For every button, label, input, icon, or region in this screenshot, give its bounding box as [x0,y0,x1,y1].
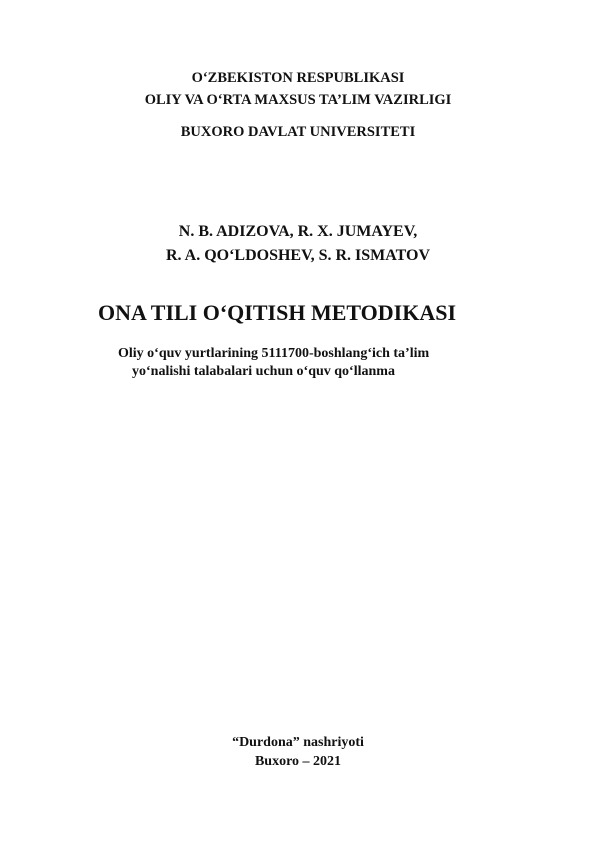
authors-line-2: R. A. QO‘LDOSHEV, S. R. ISMATOV [165,247,431,264]
book-subtitle-line-1: Oliy o‘quv yurtlarining 5111700-boshlang‘ich ta’lim [118,346,430,361]
ministry-name-line: OLIY VA O‘RTA MAXSUS TA’LIM VAZIRLIGI [144,92,452,108]
authors-line-1: N. B. ADIZOVA, R. X. JUMAYEV, [178,223,418,240]
university-name: BUXORO DAVLAT UNIVERSITETI [180,124,416,140]
publication-place-year: Buxoro – 2021 [254,754,342,769]
publisher-name: “Durdona” nashriyoti [232,735,364,750]
ministry-country-line: O‘ZBEKISTON RESPUBLIKASI [191,70,405,86]
book-title: ONA TILI O‘QITISH METODIKASI [98,300,457,325]
book-subtitle-line-2: yo‘nalishi talabalari uchun o‘quv qo‘llanma [132,364,395,379]
